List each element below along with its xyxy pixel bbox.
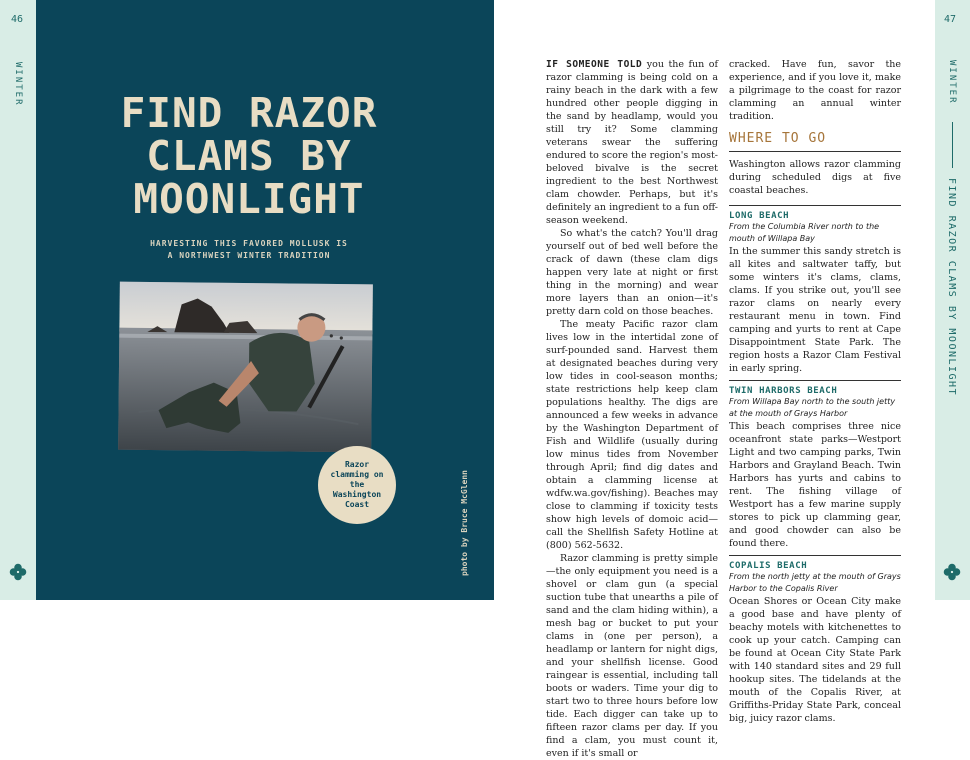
paragraph: cracked. Have fun, savor the experience, and if you love it, make a pilgrimage to the coast for razor clamming an annual winter tradition.: [729, 59, 901, 122]
where-to-go-heading: WHERE TO GO: [729, 131, 901, 152]
title-line: MOONLIGHT: [133, 175, 365, 223]
title-line: FIND RAZOR: [120, 89, 378, 137]
beach-heading: TWIN HARBORS BEACH: [729, 386, 838, 396]
beach-heading: LONG BEACH: [729, 211, 790, 221]
page-number-right: 47: [944, 14, 957, 25]
title-line: CLAMS BY: [146, 132, 352, 180]
beach-description: In the summer this sandy stretch is all kites and saltwater taffy, but some winters it's clams, clams, clams. If you strike out, you'll see razor clams on nearly every restaurant menu in town. Find camping and yurts to rent at Cape Disappointment State Park. The region hosts a Razor Clam Festival in early spring.: [729, 245, 901, 381]
photo-credit: photo by Bruce McGlenn: [460, 470, 469, 576]
side-divider: [952, 122, 953, 168]
article-subtitle: [36, 238, 462, 262]
caption-text: Razor clamming on the Washington Coast: [330, 460, 384, 509]
beach-description: Ocean Shores or Ocean City make a good base and have plenty of beachy motels with kitchenettes to cook up your catch. Camping can be found at Ocean City State Park with 140 standard sites and 29 full hookup sites. The tidelands at the mouth of the Copalis River, at Griffiths-Priday State Park, conceal big, juicy razor clams.: [729, 596, 901, 724]
article-column-1: [546, 58, 718, 760]
photo-caption: [318, 446, 396, 524]
paragraph: [546, 58, 718, 227]
paragraph: The meaty Pacific razor clam lives low in the intertidal zone of surf-pounded sand. Harvest them at designated beaches during very low tides in cool-season months; state restrictions help keep clam populations healthy. The digs are announced a few weeks in advance by the Washington Department of Fish and Wildlife (usually during low minus tides from November through April; find dig dates and obtain a clamming license at wdfw.wa.gov/fishing). Beaches may close to clamming if toxicity tests show high levels of domoic acid—call the Shellfish Safety Hotline at (800) 562-5632.: [546, 319, 718, 551]
subtitle-line: HARVESTING THIS FAVORED MOLLUSK IS: [150, 239, 348, 248]
beach-heading: COPALIS BEACH: [729, 561, 808, 571]
section-label-left: WINTER: [13, 62, 23, 107]
running-title: FIND RAZOR CLAMS BY MOONLIGHT: [946, 178, 957, 397]
clamming-photo: [118, 282, 373, 453]
subtitle-line: A NORTHWEST WINTER TRADITION: [167, 251, 331, 260]
lead-in: IF SOMEONE TOLD: [546, 59, 643, 70]
clover-icon: [943, 563, 961, 581]
page-number-left: 46: [11, 14, 24, 25]
paragraph: So what's the catch? You'll drag yourself out of bed well before the crack of dawn (these clam digs happen very late at night or first thing in the morning) and wear more layers than an onion—it's pretty darn cold on those beaches.: [546, 228, 718, 317]
where-to-go-intro: Washington allows razor clamming during scheduled digs at five coastal beaches.: [729, 158, 901, 206]
paragraph: Razor clamming is pretty simple—the only equipment you need is a shovel or clam gun (a special suction tube that unearths a pile of sand and the clam hiding within), a mesh bag or bucket to put your clams in (one per person), a headlamp or lantern for night digs, and your shellfish license. Good raingear is essential, including tall boots or waders. Time your dig to start two to three hours before low tide. Each digger can take up to fifteen razor clams per day. If you find a clam, you must count it, even if it's small or: [546, 553, 718, 759]
beach-location: From the north jetty at the mouth of Grays Harbor to the Copalis River: [729, 572, 901, 593]
clover-icon: [9, 563, 27, 581]
beach-description: This beach comprises three nice oceanfront state parks—Westport Light and two camping parks, Twin Harbors and Grayland Beach. Twin Harbors has yurts and cabins to rent. The fishing village of Westport has a few marine supply stores to pick up clamming gear, and good chowder can also be found there.: [729, 420, 901, 556]
article-title: [36, 89, 462, 223]
article-column-2: [729, 58, 901, 730]
beach-location: From Willapa Bay north to the south jetty at the mouth of Grays Harbor: [729, 397, 896, 418]
section-label-right: WINTER: [947, 60, 957, 105]
paragraph-text: you the fun of razor clamming is being cold on a rainy beach in the dark with a few hundred other people digging in the sand by headlamp, would you still try it? Some clamming veterans swear the suffering endured to score the region's most-beloved bivalve is the secret ingredient to the best Northwest clam chowder. Perhaps, but it's definitely an ingredient to a fun off-season weekend.: [546, 59, 718, 226]
beach-location: From the Columbia River north to the mouth of Willapa Bay: [729, 222, 880, 243]
